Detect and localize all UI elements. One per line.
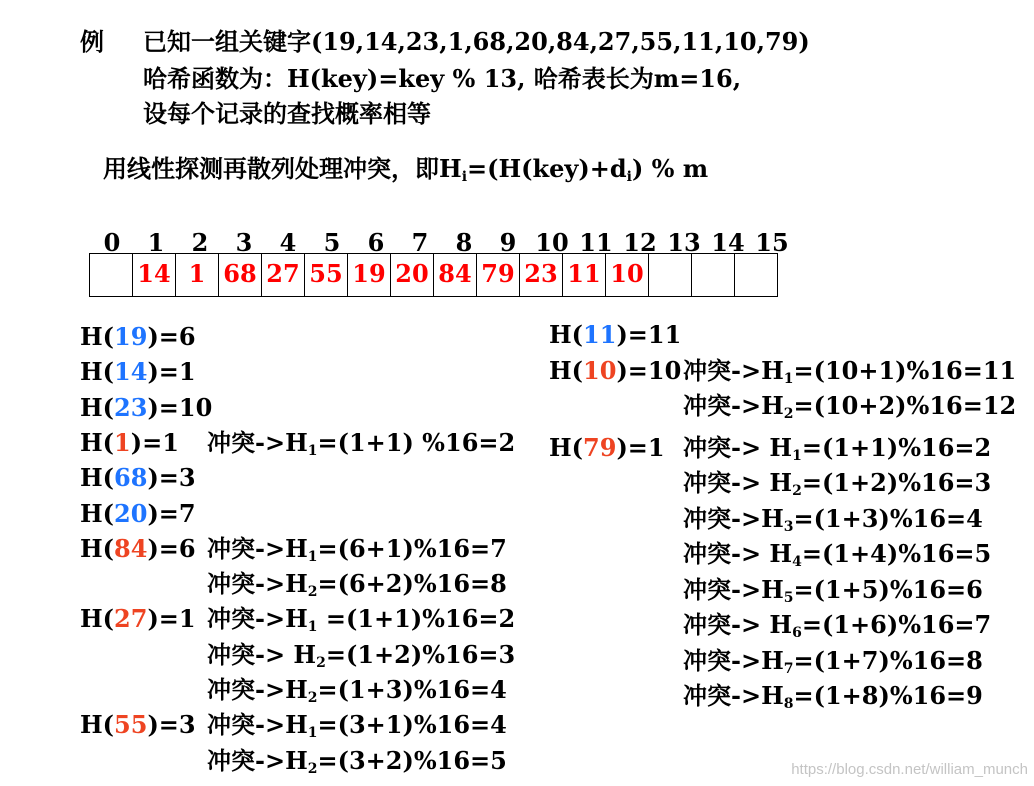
hash-value: =10	[627, 355, 682, 385]
index-label: 13	[667, 228, 701, 257]
conflict-prefix: 冲突->H	[683, 574, 784, 604]
index-label: 15	[755, 228, 789, 257]
hash-func-open: H(	[549, 355, 584, 385]
hash-computation	[80, 499, 196, 529]
hash-func-open: H(	[80, 710, 115, 740]
conflict-subscript: 6	[792, 625, 802, 641]
hash-computation	[80, 463, 196, 493]
hash-cell: 79	[477, 254, 520, 297]
index-label: 8	[455, 228, 473, 257]
hash-func-close: )	[147, 498, 159, 528]
conflict-line	[207, 640, 515, 670]
hash-cell	[735, 254, 778, 297]
hash-value: =3	[158, 463, 196, 493]
hash-func-open: H(	[80, 357, 115, 387]
conflict-line	[683, 681, 983, 711]
hash-computation	[549, 320, 681, 350]
hash-cell: 27	[262, 254, 305, 297]
index-label: 0	[103, 228, 121, 257]
hash-func-close: )	[616, 355, 628, 385]
hash-computation	[80, 393, 212, 423]
hash-key: 1	[114, 427, 131, 457]
conflict-subscript: 1	[307, 619, 318, 636]
conflict-prefix: 冲突->H	[683, 645, 784, 675]
hash-computation	[80, 710, 196, 740]
hash-computation	[80, 428, 179, 458]
conflict-line	[683, 391, 1016, 421]
hash-key: 11	[583, 320, 617, 349]
hash-func-open: H(	[80, 533, 115, 563]
hash-func-close: )	[616, 432, 628, 462]
conflict-formula: =(1+3)%16=4	[317, 675, 507, 704]
index-label: 12	[623, 228, 657, 257]
conflict-prefix: 冲突->H	[207, 745, 308, 775]
conflict-prefix: 冲突->H	[207, 710, 308, 740]
index-label: 14	[711, 228, 745, 257]
index-label: 5	[323, 228, 341, 257]
hash-table-row	[90, 254, 778, 297]
hash-cell: 10	[606, 254, 649, 297]
conflict-formula: =(6+1)%16=7	[317, 533, 507, 563]
hash-value: =1	[158, 357, 196, 387]
conflict-subscript: 2	[792, 483, 802, 499]
conflict-subscript: 2	[307, 760, 318, 777]
conflict-prefix: 冲突->H	[207, 533, 308, 563]
hash-key: 68	[114, 463, 148, 493]
hash-key: 55	[114, 710, 148, 740]
hash-key: 79	[583, 432, 617, 462]
conflict-line	[683, 356, 1016, 386]
conflict-line	[683, 468, 991, 498]
conflict-subscript: 1	[792, 447, 802, 464]
hash-cell: 1	[176, 254, 219, 297]
hash-key: 10	[583, 355, 617, 385]
hash-cell: 84	[434, 254, 477, 297]
conflict-subscript: 3	[783, 518, 794, 535]
method-subscript-i-2: i	[626, 169, 632, 185]
conflict-subscript: 2	[307, 690, 318, 706]
index-label: 9	[499, 228, 517, 257]
conflict-formula: =(3+1)%16=4	[317, 710, 507, 740]
hash-cell: 23	[520, 254, 563, 297]
conflict-prefix: 冲突->H	[207, 427, 308, 457]
hash-func-close: )	[130, 427, 143, 457]
hash-value: =1	[142, 427, 179, 457]
hash-func-close: )	[616, 320, 628, 349]
conflict-prefix: 冲突-> H	[683, 539, 793, 568]
conflict-line	[207, 746, 507, 776]
conflict-line	[683, 646, 983, 676]
hash-computation	[80, 322, 196, 352]
conflict-subscript: 1	[307, 548, 318, 565]
hash-func-close: )	[147, 533, 159, 563]
conflict-prefix: 冲突->H	[207, 675, 308, 704]
hash-value: =7	[158, 498, 196, 528]
hash-key: 27	[114, 604, 148, 634]
conflict-formula: =(6+2)%16=8	[317, 569, 507, 599]
hash-computation	[549, 433, 665, 463]
hash-func-open: H(	[80, 604, 115, 634]
conflict-prefix: 冲突-> H	[683, 432, 793, 462]
conflict-subscript: 7	[783, 660, 794, 677]
conflict-subscript: 2	[307, 584, 318, 601]
index-label: 11	[579, 228, 613, 257]
conflict-formula: =(1+1) %16=2	[317, 427, 516, 457]
hash-func-open: H(	[80, 498, 115, 528]
hash-computation	[80, 357, 196, 387]
method-prefix: 用线性探测再散列处理冲突，即H	[103, 154, 462, 183]
conflict-prefix: 冲突->H	[207, 604, 308, 634]
conflict-line	[207, 569, 507, 599]
conflict-formula: =(1+8)%16=9	[793, 681, 983, 710]
conflict-formula: =(1+6)%16=7	[801, 610, 992, 639]
conflict-formula: =(1+7)%16=8	[793, 645, 983, 675]
hash-cell: 11	[563, 254, 606, 297]
hash-computation	[549, 356, 681, 386]
hash-func-close: )	[147, 604, 159, 634]
conflict-subscript: 1	[307, 442, 318, 459]
conflict-line	[683, 433, 991, 463]
conflict-line	[207, 675, 507, 705]
conflict-line	[683, 504, 983, 534]
conflict-subscript: 2	[783, 406, 794, 422]
hash-func-open: H(	[80, 463, 115, 493]
problem-line-1: 已知一组关键字(19,14,23,1,68,20,84,27,55,11,10,79)	[143, 27, 810, 56]
index-label: 7	[411, 228, 429, 257]
conflict-formula: =(1+4)%16=5	[801, 539, 992, 568]
conflict-prefix: 冲突->H	[683, 503, 784, 533]
method-subscript-i: i	[461, 169, 468, 185]
conflict-subscript: 5	[783, 589, 794, 606]
conflict-formula: =(10+1)%16=11	[793, 355, 1017, 385]
conflict-subscript: 2	[316, 654, 326, 671]
hash-cell	[90, 254, 133, 297]
hash-cell	[692, 254, 735, 297]
hash-cell: 68	[219, 254, 262, 297]
hash-value: =1	[158, 604, 196, 634]
hash-key: 19	[114, 322, 148, 351]
hash-cell: 20	[391, 254, 434, 297]
conflict-prefix: 冲突-> H	[683, 468, 793, 497]
conflict-line	[683, 539, 991, 569]
hash-cell: 19	[348, 254, 391, 297]
hash-func-open: H(	[80, 427, 115, 457]
hash-value: =6	[158, 533, 196, 563]
hash-computation	[80, 534, 196, 564]
index-label: 3	[235, 228, 253, 257]
hash-func-close: )	[147, 357, 159, 387]
hash-cell: 14	[133, 254, 176, 297]
watermark: https://blog.csdn.net/william_munch	[791, 761, 1028, 778]
hash-func-close: )	[147, 463, 159, 493]
index-label: 10	[535, 228, 569, 257]
conflict-formula: =(1+2)%16=3	[325, 639, 516, 669]
hash-func-open: H(	[549, 432, 584, 462]
hash-cell: 55	[305, 254, 348, 297]
hash-key: 23	[114, 392, 148, 422]
hash-value: =3	[158, 710, 196, 740]
hash-func-close: )	[147, 710, 159, 740]
hash-table	[89, 253, 778, 297]
hash-key: 20	[114, 498, 148, 528]
index-label: 2	[191, 228, 209, 257]
hash-value: =10	[158, 392, 213, 422]
example-label: 例	[80, 27, 104, 56]
conflict-formula: =(1+1)%16=2	[317, 604, 516, 634]
conflict-subscript: 1	[783, 370, 794, 387]
conflict-prefix: 冲突-> H	[683, 610, 793, 639]
hash-func-open: H(	[80, 392, 115, 422]
conflict-formula: =(1+1)%16=2	[801, 432, 992, 462]
hash-value: =6	[158, 322, 196, 351]
conflict-formula: =(3+2)%16=5	[317, 745, 507, 775]
conflict-prefix: 冲突->H	[683, 355, 784, 385]
index-label: 6	[367, 228, 385, 257]
conflict-formula: =(1+3)%16=4	[793, 503, 983, 533]
hash-computation	[80, 604, 196, 634]
conflict-prefix: 冲突->H	[683, 391, 784, 420]
method-suffix: ) % m	[631, 154, 709, 183]
conflict-line	[207, 534, 507, 564]
method-mid: =(H(key)+d	[467, 154, 627, 183]
conflict-prefix: 冲突->H	[207, 569, 308, 599]
hash-value: =11	[627, 320, 682, 349]
conflict-formula: =(1+5)%16=6	[793, 574, 983, 604]
conflict-line	[207, 428, 515, 458]
conflict-formula: =(1+2)%16=3	[801, 468, 992, 497]
hash-func-open: H(	[80, 322, 115, 351]
hash-key: 84	[114, 533, 148, 563]
conflict-prefix: 冲突->H	[683, 681, 784, 710]
index-label: 4	[279, 228, 297, 257]
problem-line-2: 哈希函数为：H(key)=key % 13, 哈希表长为m=16,	[143, 64, 742, 93]
conflict-prefix: 冲突-> H	[207, 639, 317, 669]
hash-func-open: H(	[549, 320, 584, 349]
conflict-subscript: 8	[783, 696, 794, 712]
hash-cell	[649, 254, 692, 297]
problem-line-3: 设每个记录的查找概率相等	[143, 99, 431, 128]
conflict-line	[683, 610, 991, 640]
method-statement	[103, 154, 708, 184]
index-label: 1	[147, 228, 165, 257]
hash-value: =1	[627, 432, 665, 462]
conflict-line	[207, 710, 507, 740]
hash-func-close: )	[147, 322, 159, 351]
conflict-line	[683, 575, 983, 605]
conflict-subscript: 1	[307, 725, 318, 742]
hash-key: 14	[114, 357, 148, 387]
conflict-subscript: 4	[792, 554, 802, 570]
conflict-line	[207, 604, 515, 634]
conflict-formula: =(10+2)%16=12	[793, 391, 1017, 420]
hash-func-close: )	[147, 392, 159, 422]
